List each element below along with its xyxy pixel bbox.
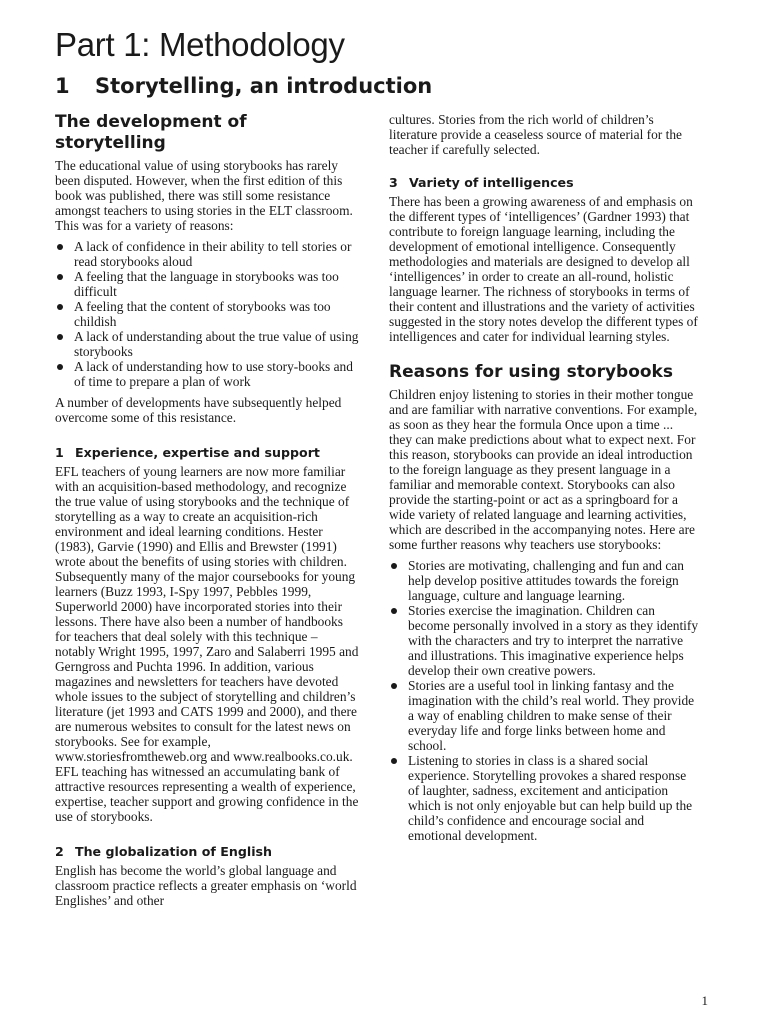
subheading-globalization: [55, 844, 360, 859]
paragraph-developments: A number of developments have subsequently helped overcome some of this resistance.: [55, 395, 342, 425]
part-title: Part 1: Methodology: [55, 26, 345, 63]
subheading-number: 1: [55, 445, 64, 460]
list-item: Stories are a useful tool in linking fantasy and the imagination with the child’s real world. They provide a way of enabling children to make sense of their everyday life and forge links between home and school.: [389, 678, 699, 753]
paragraph-continued: cultures. Stories from the rich world of children’s literature provide a ceaseless source of material for the teacher if carefully selected.: [389, 112, 682, 157]
list-item: Stories exercise the imagination. Children can become personally involved in a story as they identify with the characters and try to interpret the narrative and illustrations. This imaginative experience helps develop their own creative powers.: [389, 603, 699, 678]
right-column: [389, 112, 699, 849]
chapter-number: 1: [55, 74, 70, 98]
subheading-experience: [55, 445, 360, 460]
list-item: A lack of understanding how to use story-books and of time to prepare a plan of work: [55, 359, 360, 389]
list-item: A lack of understanding about the true value of using storybooks: [55, 329, 360, 359]
chapter-title-text: Storytelling, an introduction: [95, 74, 433, 98]
paragraph-experience: EFL teachers of young learners are now more familiar with an acquisition-based methodology, and recognize the true value of using storybooks and the technique of storytelling as a way to create an acquisition-rich environment and ideal learning conditions. Hester (1983), Garvie (1990) and Ellis and Brewster (1991) wrote about the benefits of using stories with children. Subsequently many of the major coursebooks for young learners (Buzz 1993, I-Spy 1997, Pebbles 1999, Superworld 2000) have incorporated stories into their lessons. There have also been a number of handbooks for teachers that deal solely with this technique – notably Wright 1995, 1997, Zaro and Salaberri 1995 and Gerngross and Puchta 1996. In addition, various magazines and newsletters for teachers have devoted whole issues to the subject of storytelling and children’s literature (jet 1993 and CATS 1999 and 2000), and there are numerous websites to consult for the latest news on storybooks. See for example, www.storiesfromtheweb.org and www.realbooks.co.uk. EFL teaching has witnessed an accumulating bank of attractive resources representing a wealth of experience, expertise, teacher support and growing confidence in the use of storybooks.: [55, 464, 359, 824]
list-item: A lack of confidence in their ability to tell stories or read storybooks aloud: [55, 239, 360, 269]
chapter-title: [55, 74, 432, 98]
subheading-number: 3: [389, 175, 398, 190]
section-heading-development: The development of storytelling: [55, 112, 247, 153]
paragraph-reasons-intro: Children enjoy listening to stories in their mother tongue and are familiar with narrative conventions. For example, as soon as they hear the formula Once upon a time ... they can make predictions about what to expect next. For this reason, storybooks can provide an ideal introduction to the foreign language as they present language in a familiar and memorable context. Storybooks can also provide the starting-point or act as a springboard for a wide variety of related language and learning activities, which are described in the accompanying notes. Here are some further reasons why teachers use storybooks:: [389, 387, 698, 552]
list-item: Listening to stories in class is a shared social experience. Storytelling provokes a shared response of laughter, sadness, excitement and anticipation which is not only enjoyable but can help build up the child’s confidence and encourage social and emotional development.: [389, 753, 699, 843]
page-number: 1: [701, 993, 708, 1008]
subheading-number: 2: [55, 844, 64, 859]
list-item: Stories are motivating, challenging and fun and can help develop positive attitudes towards the foreign language, culture and language learning.: [389, 558, 699, 603]
subheading-text: The globalization of English: [75, 844, 272, 859]
subheading-intelligences: [389, 175, 699, 190]
subheading-text: Experience, expertise and support: [75, 445, 320, 460]
storybook-reasons-list: [389, 558, 699, 843]
left-column: [55, 112, 360, 914]
section-heading-reasons: Reasons for using storybooks: [389, 362, 673, 382]
list-item: A feeling that the language in storybooks was too difficult: [55, 269, 360, 299]
paragraph-intelligences: There has been a growing awareness of and emphasis on the different types of ‘intelligences’ (Gardner 1993) that contribute to foreign language learning, including the development of emotional intelligence. Consequently methodologies and materials are designed to develop all ‘intelligences’ in order to create an all-round, holistic language learner. The richness of storybooks in terms of their content and illustrations and the variety of activities suggested in the story notes develop the different types of intelligences and cater for individual learning styles.: [389, 194, 698, 344]
list-item: A feeling that the content of storybooks was too childish: [55, 299, 360, 329]
paragraph-globalization: English has become the world’s global language and classroom practice reflects a greater emphasis on ‘world Englishes’ and other: [55, 863, 357, 908]
subheading-text: Variety of intelligences: [409, 175, 574, 190]
paragraph-intro: The educational value of using storybooks has rarely been disputed. However, when the first edition of this book was published, there was still some resistance amongst teachers to using stories in the ELT classroom. This was for a variety of reasons:: [55, 158, 353, 233]
resistance-reasons-list: [55, 239, 360, 389]
